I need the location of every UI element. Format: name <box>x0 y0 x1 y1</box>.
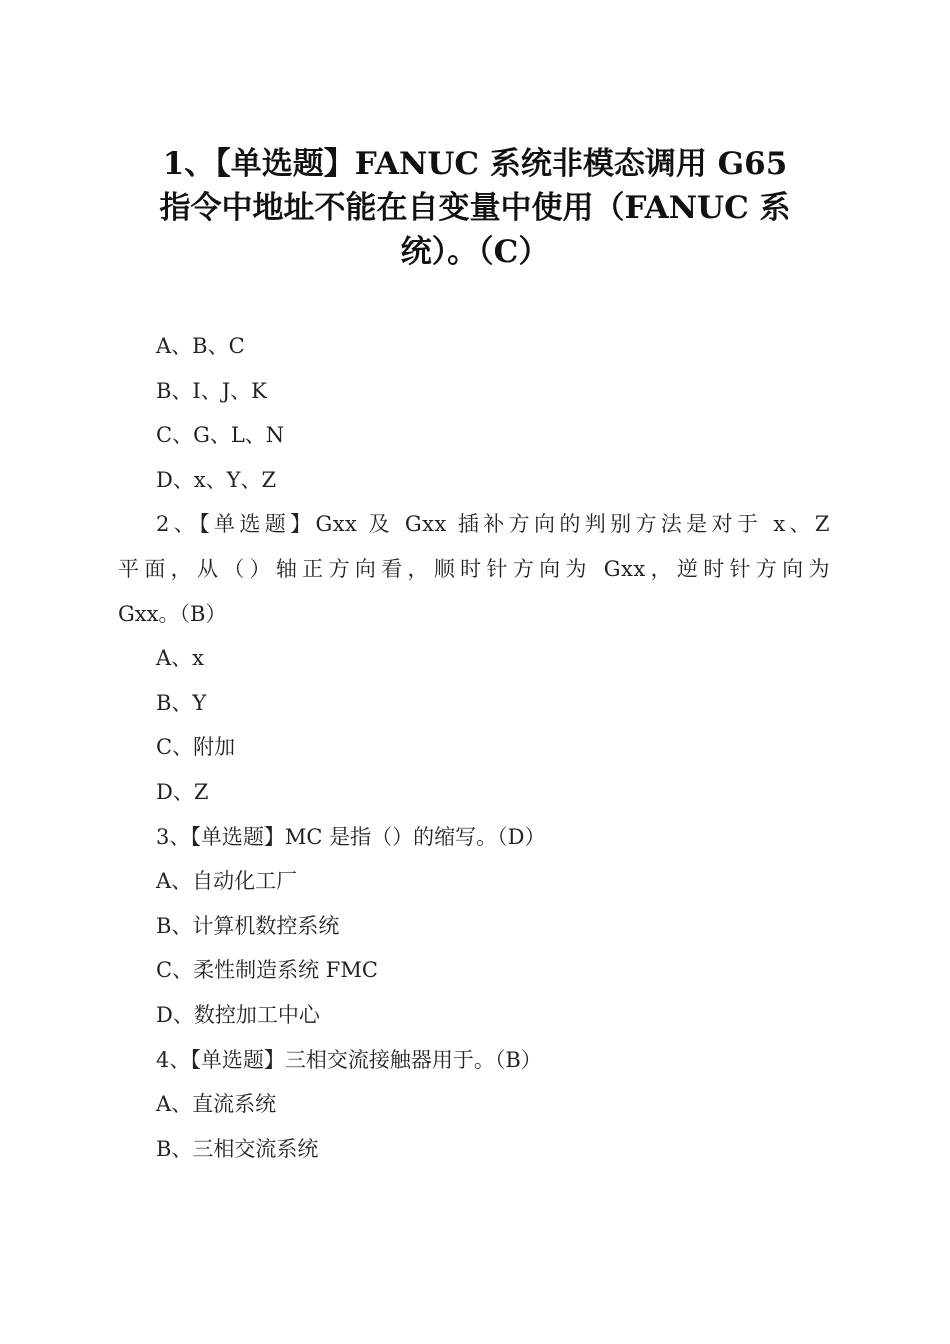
q3-option-b: B、计算机数控系统 <box>156 913 340 938</box>
question-1-title-line-2: 指令中地址不能在自变量中使用（FANUC 系 <box>159 190 791 226</box>
q1-option-b: B、I、J、K <box>156 378 267 403</box>
q1-option-a: A、B、C <box>156 334 245 358</box>
q2-option-d: D、Z <box>156 779 209 804</box>
q4-text: 4、【单选题】三相交流接触器用于。（B） <box>156 1047 542 1072</box>
q2-text-line-1: 2、【单选题】Gxx 及 Gxx 插补方向的判别方法是对于 x、Z <box>156 512 830 537</box>
q2-option-c: C、附加 <box>156 735 236 760</box>
q3-option-a: A、自动化工厂 <box>156 869 298 894</box>
q4-option-a: A、直流系统 <box>156 1092 277 1117</box>
q4-option-b: B、三相交流系统 <box>156 1136 319 1161</box>
document-body <box>118 324 830 1171</box>
q3-text: 3、【单选题】MC 是指（）的缩写。（D） <box>156 824 546 849</box>
q2-text-line-3: Gxx。（B） <box>118 601 227 626</box>
q3-option-c: C、柔性制造系统 FMC <box>156 958 378 983</box>
q2-option-a: A、x <box>156 646 205 671</box>
q2-option-b: B、Y <box>156 690 207 715</box>
q2-text-line-2: 平面，从（）轴正方向看，顺时针方向为 Gxx，逆时针方向为 <box>118 556 830 581</box>
q3-option-d: D、数控加工中心 <box>156 1002 320 1027</box>
q1-option-c: C、G、L、N <box>156 423 285 448</box>
question-1-title-line-1: 1、【单选题】FANUC 系统非模态调用 G65 <box>162 146 788 182</box>
question-1-title-line-3: 统）。（C） <box>400 234 550 270</box>
q1-option-d: D、x、Y、Z <box>156 467 277 492</box>
question-1-title <box>110 142 840 274</box>
